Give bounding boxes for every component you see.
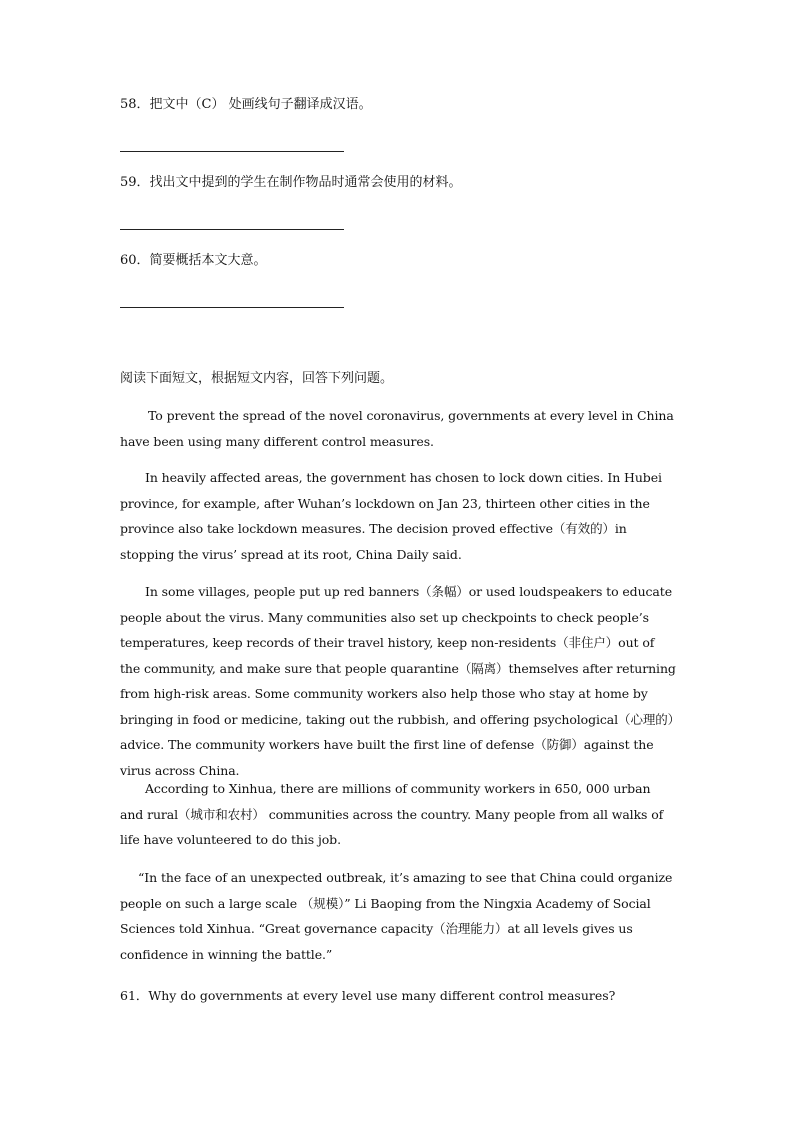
passage-paragraph-3: In some villages, people put up red banners（条幅）or used loudspeakers to educate people about the virus. Many communities also set up checkpoints to check people’s temperatures, keep records of their travel history, keep non-residents（非住户）out of the community, and make sure that people quarantine（隔离）themselves after returning from high-risk areas. Some community workers also help those who stay at home by bringing in food or medicine, taking out the rubbish, and offering psychological（心理的）advice. The community workers have built the first line of defense（防御）against the virus across China.	[120, 584, 676, 778]
passage-paragraph-4: According to Xinhua, there are millions of community workers in 650, 000 urban and rural（城市和农村） communities across the country. Many people from all walks of life have volunteered to do this job.	[120, 781, 664, 847]
question-59: 59．找出文中提到的学生在制作物品时通常会使用的材料。	[120, 175, 462, 190]
question-58: 58．把文中（C） 处画线句子翻译成汉语。	[120, 97, 372, 112]
question-60: 60．简要概括本文大意。	[120, 253, 267, 268]
answer-line-59[interactable]	[120, 229, 344, 230]
reading-instruction: 阅读下面短文，根据短文内容，回答下列问题。	[120, 371, 394, 386]
passage-paragraph-1: To prevent the spread of the novel coronavirus, governments at every level in China have been using many different control measures.	[120, 408, 674, 449]
passage-paragraph-5: “In the face of an unexpected outbreak, it’s amazing to see that China could organize people on such a large scale （规模）” Li Baoping from the Ningxia Academy of Social Sciences told Xinhua. “Great governance capacity（治理能力）at all levels gives us confidence in winning the battle.”	[120, 870, 673, 962]
answer-line-60[interactable]	[120, 307, 344, 308]
answer-line-58[interactable]	[120, 151, 344, 152]
question-61: 61．Why do governments at every level use many different control measures?	[120, 988, 616, 1003]
passage-paragraph-2: In heavily affected areas, the government has chosen to lock down cities. In Hubei province, for example, after Wuhan’s lockdown on Jan 23, thirteen other cities in the province also take lockdown measures. The decision proved effective（有效的）in stopping the virus’ spread at its root, China Daily said.	[120, 470, 662, 562]
